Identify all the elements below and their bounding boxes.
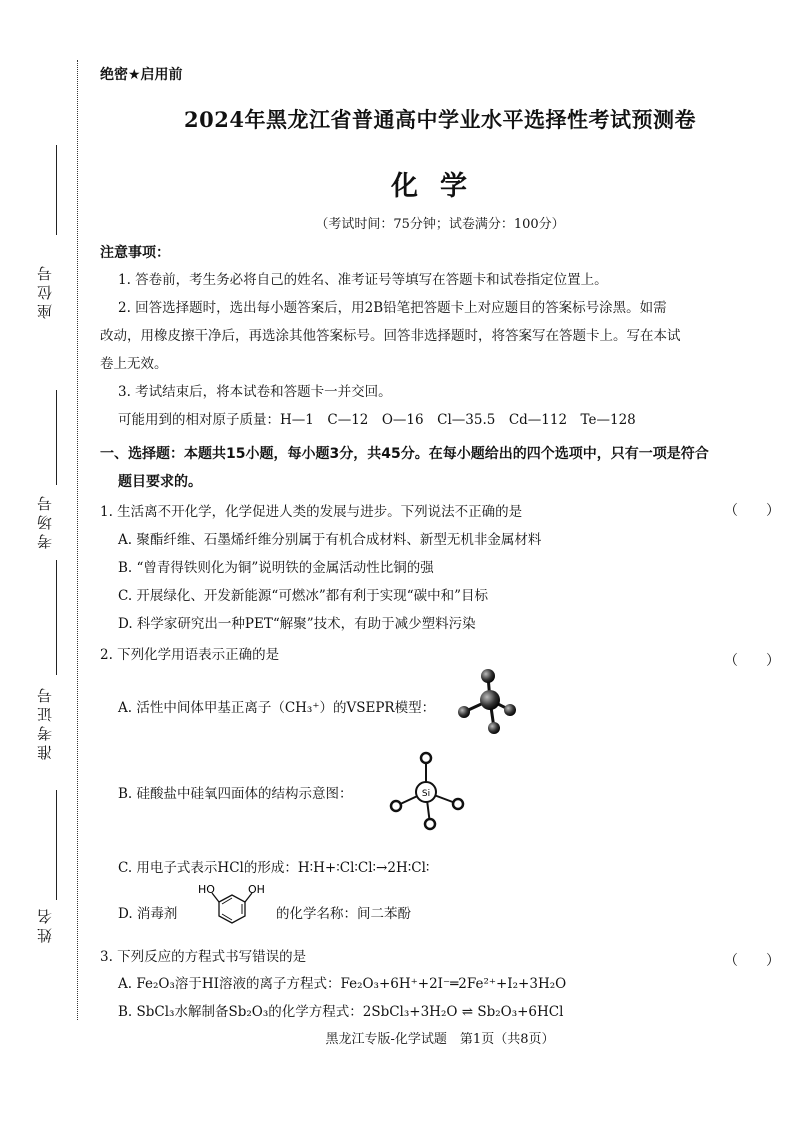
note-line: 改动，用橡皮擦干净后，再选涂其他答案标号。回答非选择题时，将答案写在答题卡上。写在本试	[100, 328, 681, 344]
subject-title: 化学	[391, 171, 489, 202]
note-line: 卷上无效。	[100, 356, 168, 372]
exam-info: （考试时间：75分钟；试卷满分：100分）	[315, 217, 565, 232]
note-line: 3. 考试结束后，将本试卷和答题卡一并交回。	[118, 384, 392, 400]
q3-answer-paren[interactable]: （ ）	[724, 953, 780, 969]
atom-ball	[481, 669, 495, 683]
q2-d-prefix: D. 消毒剂	[118, 906, 178, 922]
oxygen-atom	[421, 753, 431, 763]
oxygen-atom	[425, 819, 435, 829]
q1-option-a: A. 聚酯纤维、石墨烯纤维分别属于有机合成材料、新型无机非金属材料	[118, 532, 542, 548]
q2-option-b: B. 硅酸盐中硅氧四面体的结构示意图：	[118, 786, 353, 802]
name-field-line[interactable]	[56, 790, 57, 900]
note-line: 2. 回答选择题时，选出每小题答案后，用2B铅笔把答题卡上对应题目的答案标号涂黑。如需	[118, 300, 667, 316]
ho-label: HO	[198, 883, 215, 896]
carbon-ball	[480, 690, 500, 710]
seat-label: 座位号	[36, 262, 54, 319]
binding-margin	[0, 0, 82, 1130]
q1-option-c: C. 开展绿化、开发新能源“可燃冰”都有利于实现“碳中和”目标	[118, 588, 489, 604]
atomic-mass-line: 可能用到的相对原子质量：H—1 C—12 O—16 Cl—35.5 Cd—112 Te—128	[118, 412, 636, 428]
section-heading	[100, 440, 780, 496]
q1-stem: 1. 生活离不开化学，化学促进人类的发展与进步。下列说法不正确的是	[100, 504, 523, 520]
q3-stem: 3. 下列反应的方程式书写错误的是	[100, 949, 307, 965]
q2-stem: 2. 下列化学用语表示正确的是	[100, 647, 280, 663]
si-label: Si	[421, 789, 431, 799]
atom-ball	[488, 722, 500, 734]
oh-label: OH	[248, 883, 265, 896]
q1-option-d: D. 科学家研究出一种PET“解聚”技术，有助于减少塑料污染	[118, 616, 476, 632]
q1-answer-paren[interactable]: （ ）	[724, 503, 780, 519]
room-label: 考场号	[36, 492, 54, 549]
q2-option-c: C. 用电子式表示HCl的形成：H∶H+∶Cl∶Cl∶→2H∶Cl∶	[118, 860, 430, 876]
q3-option-b: B. SbCl₃水解制备Sb₂O₃的化学方程式：2SbCl₃+3H₂O ⇌ Sb₂O₃+6HCl	[118, 1004, 564, 1020]
ch3-vsepr-model	[452, 666, 522, 738]
note-line: 1. 答卷前，考生务必将自己的姓名、准考证号等填写在答题卡和试卷指定位置上。	[118, 272, 608, 288]
name-label: 姓名	[36, 905, 54, 943]
q2-d-suffix: 的化学名称：间二苯酚	[276, 906, 412, 922]
sio4-tetrahedron	[386, 748, 466, 834]
cut-line	[77, 60, 78, 1020]
section-line-1: 一、选择题：本题共15小题，每小题3分，共45分。在每小题给出的四个选项中，只有一项是符合	[100, 446, 709, 462]
resorcinol-structure	[184, 882, 274, 928]
atom-ball	[458, 706, 470, 718]
id-field-line[interactable]	[56, 560, 57, 675]
exam-title: 2024年黑龙江省普通高中学业水平选择性考试预测卷	[184, 107, 696, 132]
q2-answer-paren[interactable]: （ ）	[724, 653, 780, 669]
q1-option-b: B. “曾青得铁则化为铜”说明铁的金属活动性比铜的强	[118, 560, 434, 576]
notes-heading: 注意事项：	[100, 245, 170, 261]
section-line-2: 题目要求的。	[118, 474, 202, 490]
oxygen-atom	[453, 799, 463, 809]
confidential-mark: 绝密★启用前	[100, 67, 183, 83]
q2-option-a: A. 活性中间体甲基正离子（CH₃⁺）的VSEPR模型：	[118, 700, 436, 716]
atom-ball	[504, 704, 516, 716]
oxygen-atom	[391, 801, 401, 811]
seat-field-line[interactable]	[56, 145, 57, 235]
q3-option-a: A. Fe₂O₃溶于HI溶液的离子方程式：Fe₂O₃+6H⁺+2I⁻═2Fe²⁺+I₂+3H₂O	[118, 976, 567, 992]
room-field-line[interactable]	[56, 390, 57, 485]
page-footer: 黑龙江专版-化学试题 第1页（共8页）	[325, 1032, 555, 1047]
id-label: 准考证号	[36, 684, 54, 760]
